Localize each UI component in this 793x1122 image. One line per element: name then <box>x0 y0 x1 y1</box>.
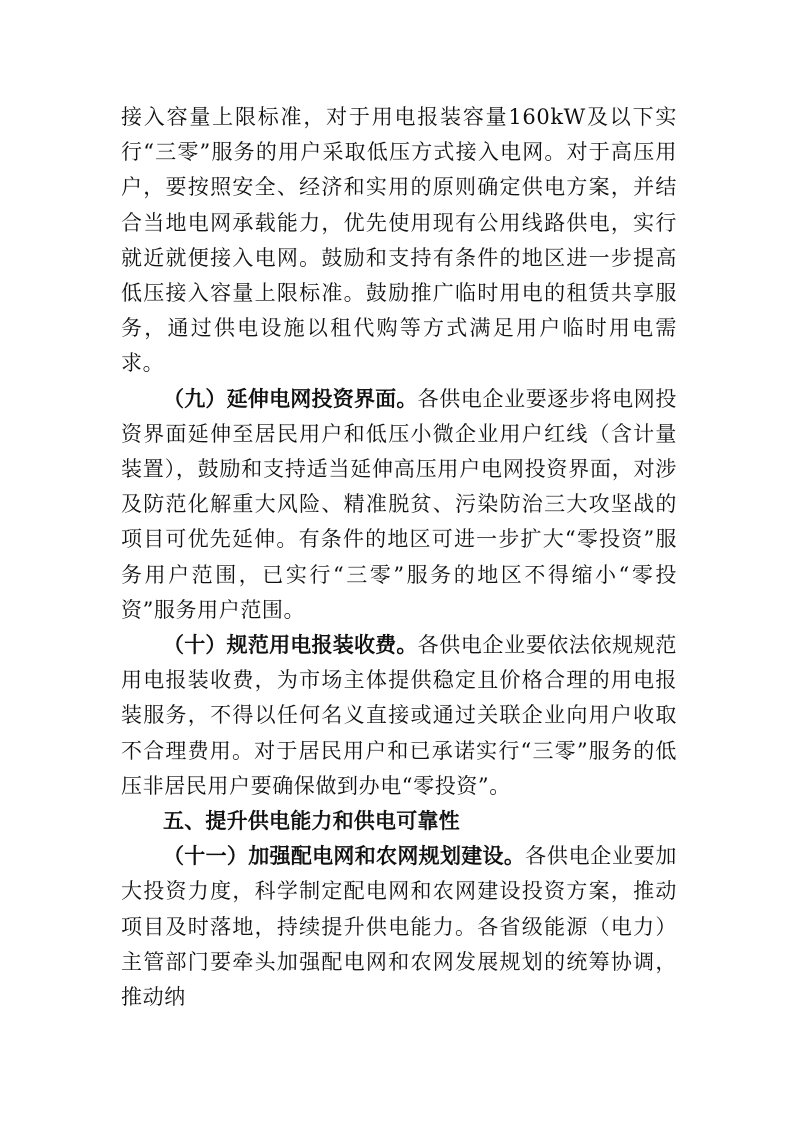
paragraph-lead: （十一）加强配电网和农网规划建设。 <box>163 844 526 869</box>
paragraph-lead: （十）规范用电报装收费。 <box>163 633 418 658</box>
paragraph-text: 各供电企业要逐步将电网投资界面延伸至居民用户和低压小微企业用户红线（含计量装置），鼓励和支持适当延伸高压用户电网投资界面，对涉及防范化解重大风险、精准脱贫、污染防治三大攻坚战的项目可优先延伸。有条件的地区可进一步扩大“零投资”服务用户范围，已实行“三零”服务的地区不得缩小“零投资”服务用户范围。 <box>121 386 677 622</box>
paragraph-9 <box>121 382 677 628</box>
paragraph-text: 各供电企业要依法依规规范用电报装收费，为市场主体提供稳定且价格合理的用电报装服务，不得以任何名义直接或通过关联企业向用户收取不合理费用。对于居民用户和已承诺实行“三零”服务的低压非居民用户要确保做到办电“零投资”。 <box>121 633 677 798</box>
document-body <box>121 100 677 1015</box>
paragraph-text: 各供电企业要加大投资力度，科学制定配电网和农网建设投资方案，推动项目及时落地，持续提升供电能力。各省级能源（电力）主管部门要牵头加强配电网和农网发展规划的统筹协调，推动纳 <box>121 844 677 1010</box>
section-heading: 五、提升供电能力和供电可靠性 <box>163 809 460 834</box>
paragraph-10 <box>121 628 677 804</box>
paragraph-text: 接入容量上限标准，对于用电报装容量160kW及以下实行“三零”服务的用户采取低压方式接入电网。对于高压用户，要按照安全、经济和实用的原则确定供电方案，并结合当地电网承载能力，优先使用现有公用线路供电，实行就近就便接入电网。鼓励和支持有条件的地区进一步提高低压接入容量上限标准。鼓励推广临时用电的租赁共享服务，通过供电设施以租代购等方式满足用户临时用电需求。 <box>121 105 677 376</box>
paragraph-continuation <box>121 100 677 382</box>
paragraph-lead: （九）延伸电网投资界面。 <box>163 386 418 411</box>
paragraph-11 <box>121 839 677 1015</box>
